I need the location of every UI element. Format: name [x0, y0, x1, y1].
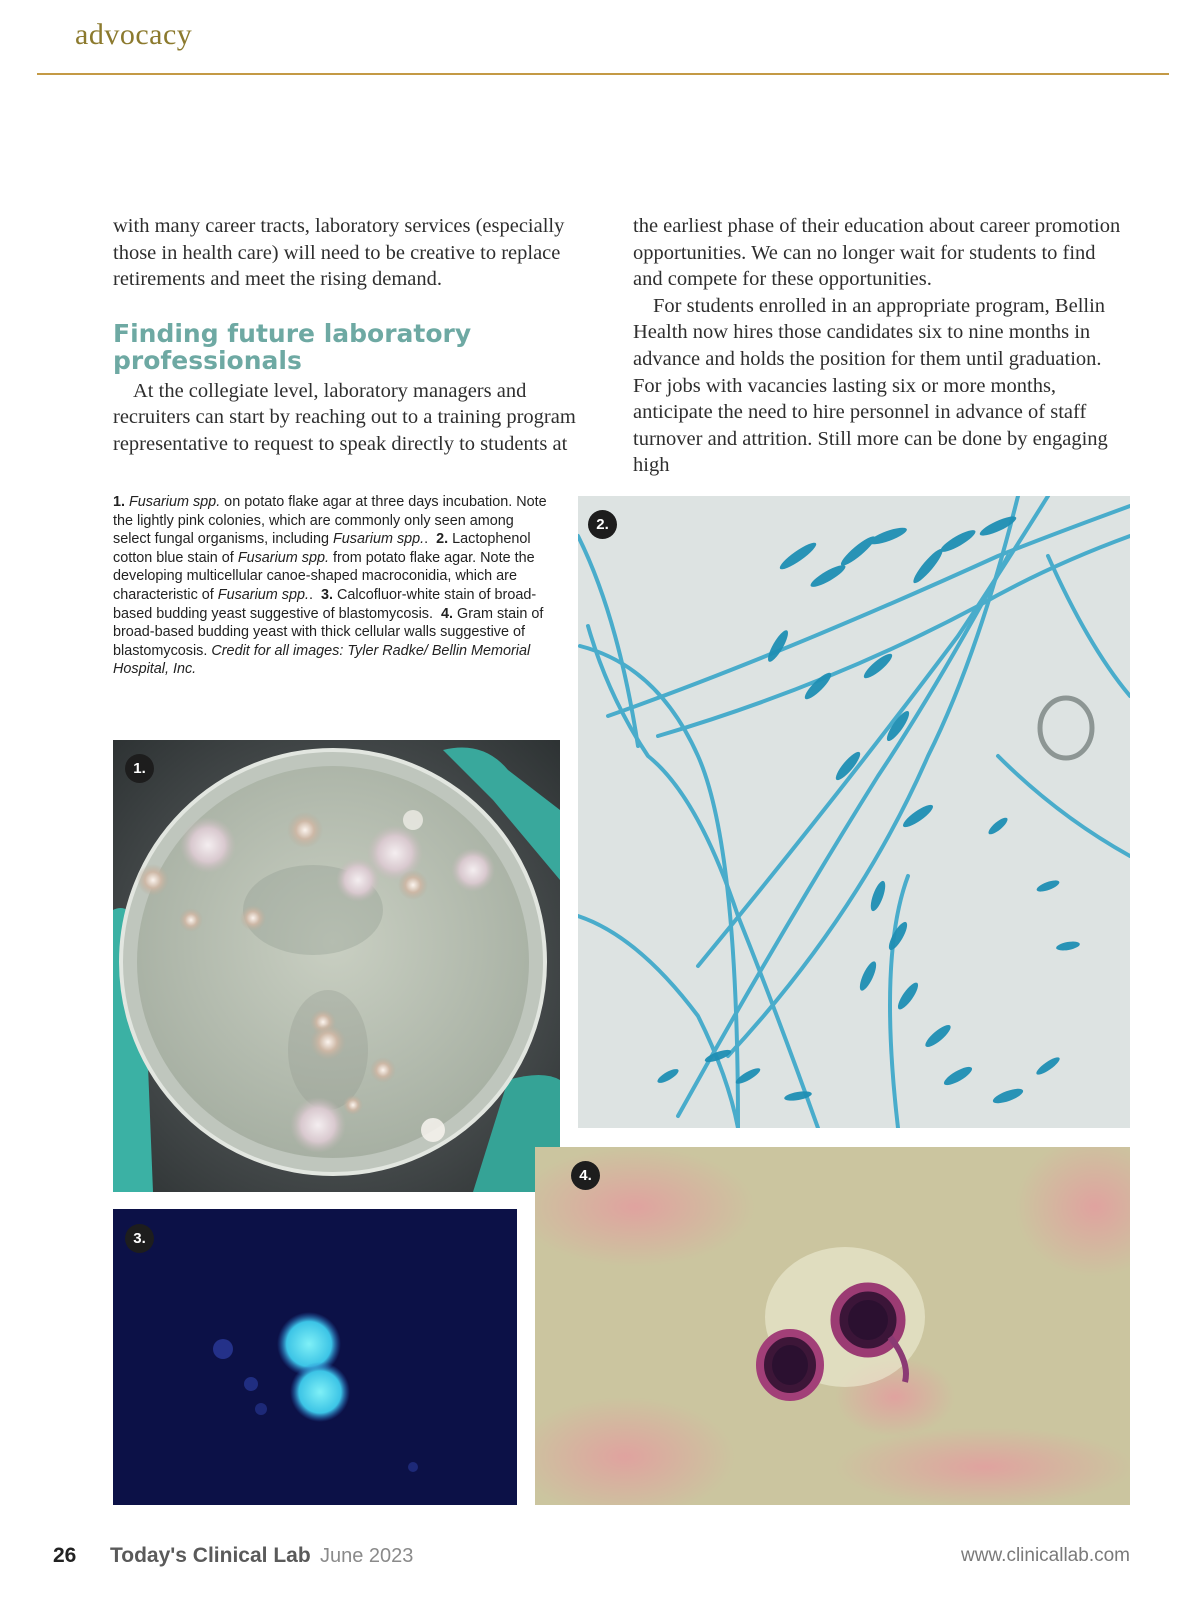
caption-text: from potato flake agar. Note the developing multicellular canoe-shaped macroconidia, which are characteristic of [113, 549, 535, 603]
caption-italic: Fusarium spp. [129, 494, 221, 510]
left-intro-paragraph: with many career tracts, laboratory services (especially those in health care) will need to be creative to replace retirements and meet the rising demand. [113, 215, 565, 291]
caption-num-4: 4. [440, 605, 453, 622]
figure-2-microscopy-photo [578, 496, 1130, 1128]
figure-4-badge: 4. [571, 1161, 600, 1190]
caption-num-3: 3. [320, 586, 333, 603]
figure-2-badge: 2. [588, 510, 617, 539]
figure-3-fluorescence-photo [113, 1209, 517, 1505]
article-left-column [113, 213, 607, 458]
caption-num-2: 2. [436, 531, 449, 548]
caption-text: on potato flake agar at three days incubation. Note the lightly pink colonies, which are commonly only seen among select fungal organisms, including [113, 494, 547, 548]
caption-italic: Fusarium spp. [237, 549, 329, 566]
caption-text: Lactophenol cotton blue stain of [113, 531, 531, 566]
article-right-column [633, 213, 1127, 479]
magazine-name: Today's Clinical Lab [110, 1544, 311, 1567]
caption-italic: Fusarium spp. [217, 586, 309, 603]
page-number: 26 [53, 1544, 77, 1567]
caption-text: Calcofluor-white stain of broad-based budding yeast suggestive of blastomycosis. [113, 586, 537, 622]
figure-1-petri-dish-photo [113, 740, 560, 1192]
caption-num-1: 1. [113, 494, 126, 510]
section-heading: Finding future laboratory professionals [113, 318, 472, 375]
section-label: advocacy [75, 18, 193, 51]
caption-credit: Credit for all images: Tyler Radke/ Bellin Memorial Hospital, Inc. [113, 642, 531, 678]
right-paragraph-2: For students enrolled in an appropriate program, Bellin Health now hires those candidates six to nine months in advance and holds the position for them until graduation. For jobs with vacancies lasting six or more months, anticipate the need to hire personnel in advance of staff turnover and attrition. Still more can be done by engaging high [633, 294, 1108, 477]
figure-1-badge: 1. [125, 754, 154, 783]
caption-italic: Fusarium spp. [332, 531, 425, 548]
right-paragraph-1: the earliest phase of their education about career promotion opportunities. We can no longer wait for students to find and compete for these opportunities. [633, 215, 1121, 291]
website-url: www.clinicallab.com [961, 1545, 1130, 1566]
figure-3-badge: 3. [125, 1224, 154, 1253]
issue-date: June 2023 [320, 1545, 414, 1567]
figure-4-gram-stain-photo [535, 1147, 1130, 1505]
left-body-paragraph: At the collegiate level, laboratory managers and recruiters can start by reaching out to a training program representative to request to speak directly to students at [113, 379, 576, 455]
caption-text: Gram stain of broad-based budding yeast with thick cellular walls suggestive of blastomycosis. [113, 605, 544, 659]
header-rule [37, 73, 1169, 75]
figure-caption: 1. Fusarium spp. on potato flake agar at three days incubation. Note the lightly pink colonies, which are commonly only seen among select fungal organisms, including Fusarium spp.. 2. Lactophenol cotton blue stain of Fusarium spp. from potato flake agar. Note the developing multicellular canoe-shaped macroconidia, which are characteristic of Fusarium spp.. 3. Calcofluor-white stain of broad-based budding yeast suggestive of blastomycosis. 4. Gram stain of broad-based budding yeast with thick cellular walls suggestive of blastomycosis. Credit for all images: Tyler Radke/ Bellin Memorial Hospital, Inc. [113, 494, 547, 678]
